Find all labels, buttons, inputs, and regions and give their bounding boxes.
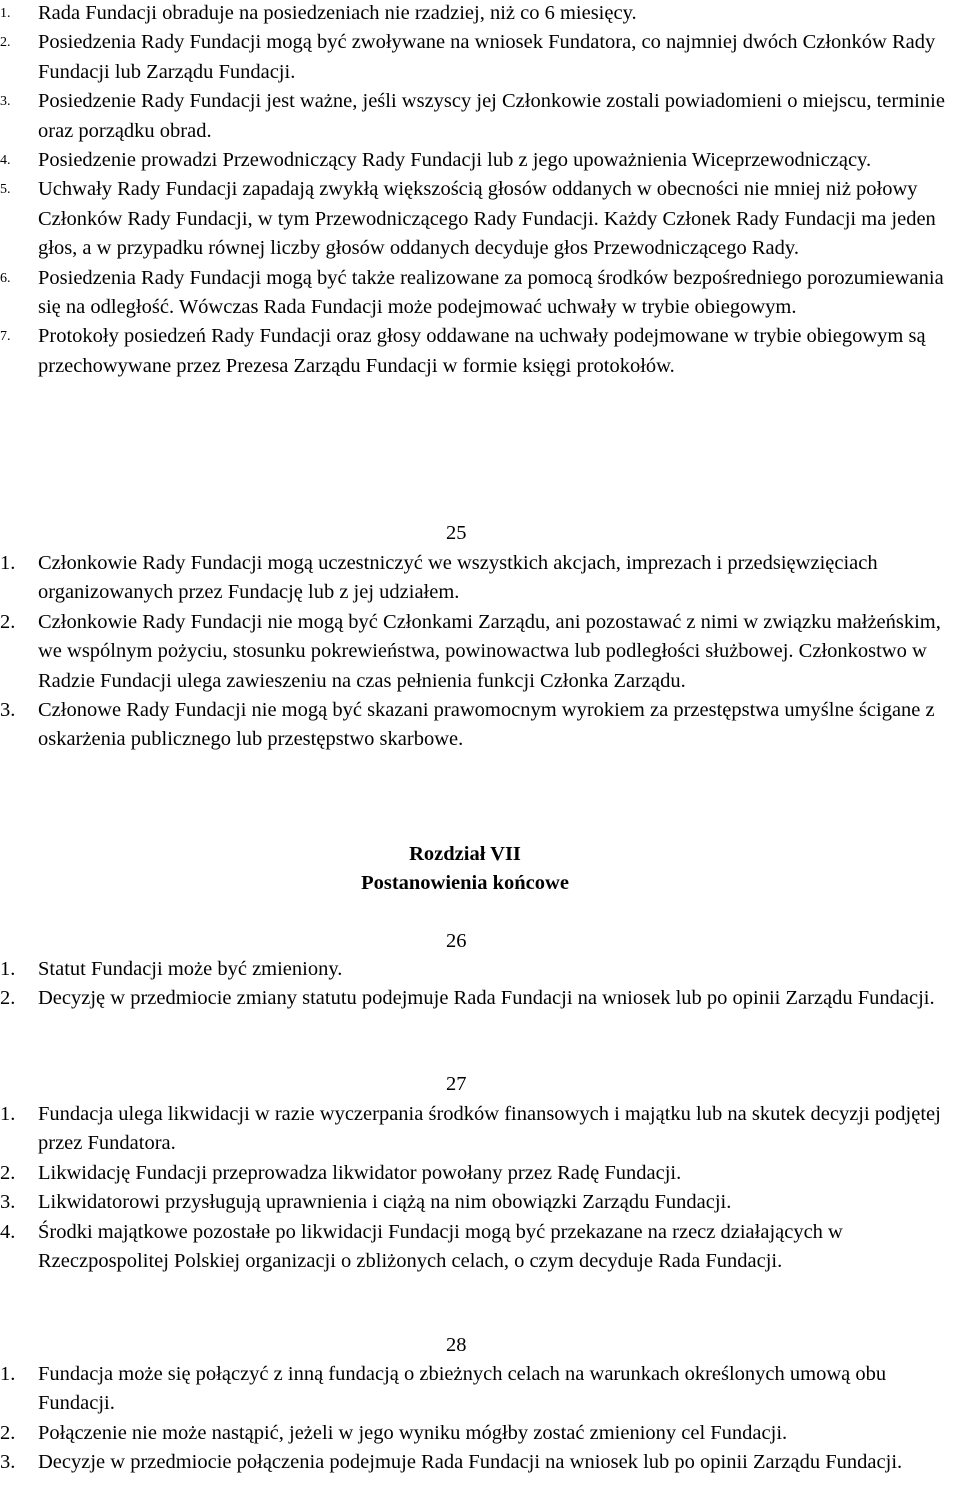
item-number: 3.: [0, 1191, 16, 1214]
item-text: Posiedzenia Rady Fundacji mogą być także realizowane za pomocą środków bezpośredniego porozumiewania się na odległość. Wówczas Rada Fundacji może podejmować uchwały w trybie obiegowym.: [38, 266, 944, 319]
item-text: Uchwały Rady Fundacji zapadają zwykłą większością głosów oddanych w obecności nie mniej niż połowy Członków Rady Fundacji, w tym Przewodniczącego Rady Fundacji. Każdy Członek Rady Fundacji ma jeden głos, a w przypadku równej liczby głosów oddanych decyduje głos Przewodniczącego Rady.: [38, 178, 936, 260]
section-number-28: 28: [446, 1334, 467, 1356]
list-item: [0, 175, 960, 263]
item-text: Decyzje w przedmiocie połączenia podejmuje Rada Fundacji na wniosek lub po opinii Zarządu Fundacji.: [38, 1451, 903, 1474]
section-28-list: [0, 1360, 960, 1478]
section-number-25: 25: [446, 522, 467, 544]
item-text: Fundacja ulega likwidacji w razie wyczerpania środków finansowych i majątku lub na skutek decyzji podjętej przez Fundatora.: [38, 1103, 941, 1155]
item-number: 3.: [0, 94, 11, 110]
section-26-list: [0, 955, 960, 1014]
chapter-title: Rozdział VII: [409, 843, 521, 865]
item-text: Posiedzenia Rady Fundacji mogą być zwoływane na wniosek Fundatora, co najmniej dwóch Członków Rady Fundacji lub Zarządu Fundacji.: [38, 31, 936, 83]
item-text: Protokoły posiedzeń Rady Fundacji oraz głosy oddawane na uchwały podejmowane w trybie obiegowym są przechowywane przez Prezesa Zarządu Fundacji w formie księgi protokołów.: [38, 325, 926, 377]
list-item: [0, 984, 960, 1013]
section-number-27: 27: [446, 1073, 467, 1095]
item-number: 3.: [0, 1451, 16, 1474]
item-number: 2.: [0, 610, 16, 633]
item-number: 6.: [0, 270, 11, 286]
section-24-list: [0, 0, 960, 381]
item-text: Likwidację Fundacji przeprowadza likwidator powołany przez Radę Fundacji.: [38, 1161, 682, 1184]
section-number-26: 26: [446, 930, 467, 952]
list-item: [0, 1100, 960, 1159]
item-number: 4.: [0, 1220, 16, 1243]
section-25-list: [0, 549, 960, 755]
list-item: [0, 0, 960, 28]
item-text: Posiedzenie Rady Fundacji jest ważne, jeśli wszyscy jej Członkowie zostali powiadomieni o miejscu, terminie oraz porządku obrad.: [38, 90, 945, 142]
list-item: [0, 28, 960, 87]
item-number: 5.: [0, 182, 11, 198]
list-item: [0, 264, 960, 323]
item-text: Fundacja może się połączyć z inną fundacją o zbieżnych celach na warunkach określonych umową obu Fundacji.: [38, 1363, 887, 1415]
list-item: [0, 1419, 960, 1448]
list-item: [0, 608, 960, 696]
list-item: [0, 1159, 960, 1188]
list-item: [0, 1188, 960, 1217]
item-number: 2.: [0, 987, 16, 1010]
item-text: Statut Fundacji może być zmieniony.: [38, 958, 343, 980]
list-item: [0, 322, 960, 381]
list-item: [0, 146, 960, 175]
item-text: Posiedzenie prowadzi Przewodniczący Rady Fundacji lub z jego upoważnienia Wiceprzewodniczący.: [38, 149, 872, 172]
item-text: Członowe Rady Fundacji nie mogą być skazani prawomocnym wyrokiem za przestępstwa umyślne ścigane z oskarżenia publicznego lub przestępstwo skarbowe.: [38, 699, 935, 751]
item-number: 4.: [0, 153, 11, 169]
item-number: 3.: [0, 699, 16, 722]
item-text: Rada Fundacji obraduje na posiedzeniach nie rzadziej, niż co 6 miesięcy.: [38, 2, 637, 24]
list-item: [0, 955, 960, 984]
section-27-list: [0, 1100, 960, 1276]
item-text: Środki majątkowe pozostałe po likwidacji Fundacji mogą być przekazane na rzecz działających w Rzeczpospolitej Polskiej organizacji o zbliżonych celach, o czym decyduje Rada Fundacji.: [38, 1220, 843, 1273]
list-item: [0, 696, 960, 755]
item-number: 1.: [0, 552, 16, 574]
item-number: 1.: [0, 6, 11, 21]
item-text: Członkowie Rady Fundacji nie mogą być Członkami Zarządu, ani pozostawać z nimi w związku małżeńskim, we wspólnym pożyciu, stosunku pokrewieństwa, powinowactwa lub podległości służbowej. Członkostwo w Radzie Fundacji ulega zawieszeniu na czas pełnienia funkcji Członka Zarządu.: [38, 610, 941, 692]
list-item: [0, 1218, 960, 1277]
item-text: Połączenie nie może nastąpić, jeżeli w jego wyniku mógłby zostać zmieniony cel Fundacji.: [38, 1421, 788, 1444]
item-number: 1.: [0, 1363, 16, 1385]
list-item: [0, 1360, 960, 1419]
list-item: [0, 549, 960, 608]
item-text: Likwidatorowi przysługują uprawnienia i ciążą na nim obowiązki Zarządu Fundacji.: [38, 1191, 732, 1214]
item-number: 1.: [0, 1103, 16, 1125]
item-number: 2.: [0, 35, 11, 51]
list-item: [0, 1448, 960, 1477]
item-number: 7.: [0, 329, 11, 345]
item-text: Decyzję w przedmiocie zmiany statutu podejmuje Rada Fundacji na wniosek lub po opinii Zarządu Fundacji.: [38, 987, 935, 1010]
item-number: 2.: [0, 1161, 16, 1184]
item-text: Członkowie Rady Fundacji mogą uczestniczyć we wszystkich akcjach, imprezach i przedsięwzięciach organizowanych przez Fundację lub z jej udziałem.: [38, 552, 878, 604]
item-number: 1.: [0, 958, 16, 980]
item-number: 2.: [0, 1421, 16, 1444]
chapter-subtitle: Postanowienia końcowe: [361, 872, 569, 894]
list-item: [0, 87, 960, 146]
